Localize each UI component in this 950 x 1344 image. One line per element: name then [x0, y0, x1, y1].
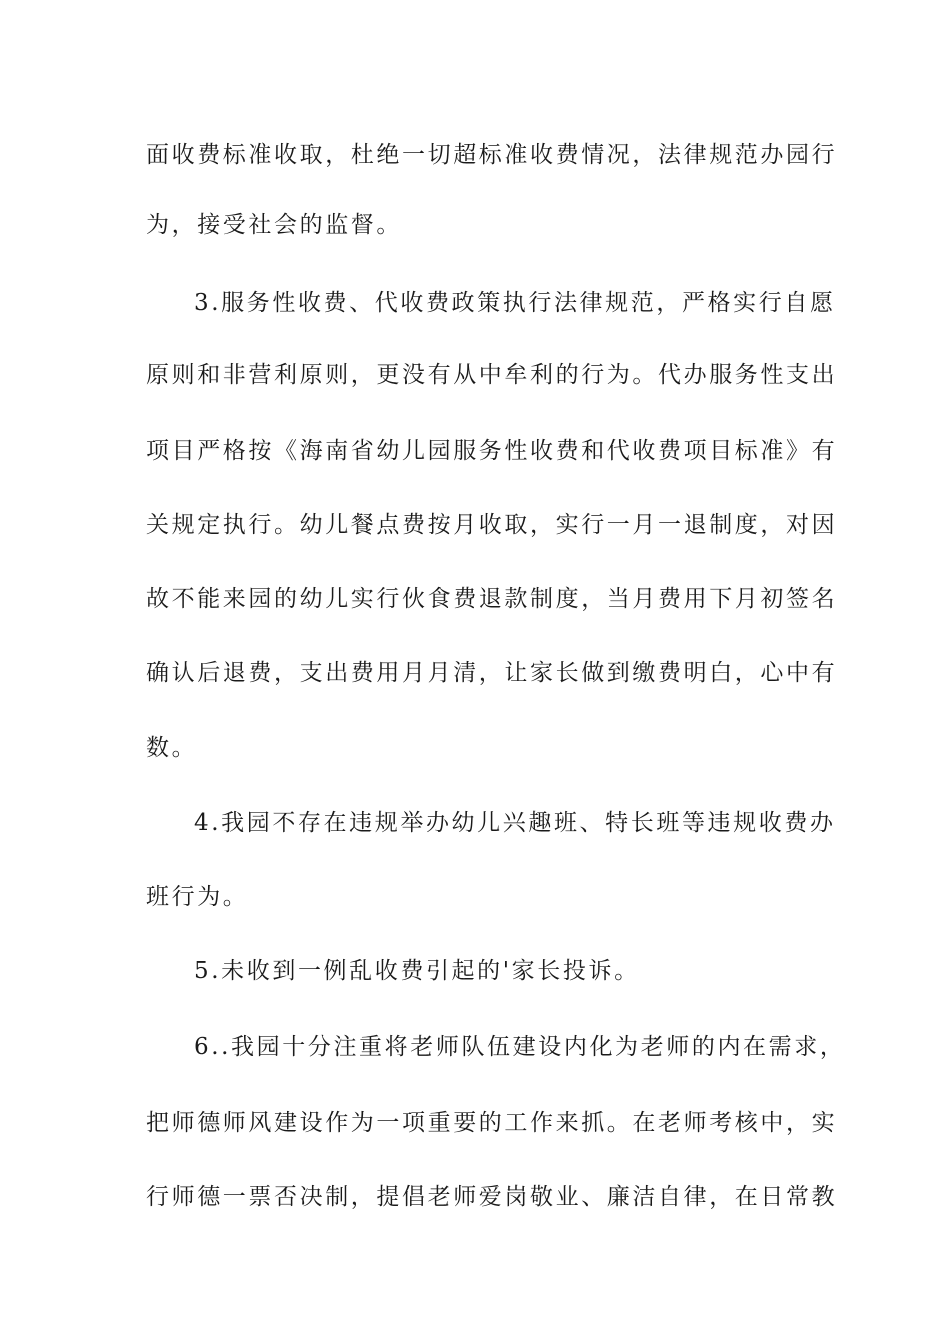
body-text-line: 确认后退费，支出费用月月清，让家长做到缴费明白，心中有	[146, 660, 838, 686]
body-text-line: 原则和非营利原则，更没有从中牟利的行为。代办服务性支出	[146, 362, 838, 388]
body-text-line: 关规定执行。幼儿餐点费按月收取，实行一月一退制度，对因	[146, 512, 838, 538]
paragraph-5-line: 5.未收到一例乱收费引起的'家长投诉。	[194, 958, 640, 984]
body-text-line: 数。	[146, 735, 198, 761]
body-text-line: 把师德师风建设作为一项重要的工作来抓。在老师考核中，实	[146, 1110, 838, 1136]
body-text-line: 行师德一票否决制，提倡老师爱岗敬业、廉洁自律，在日常教	[146, 1184, 838, 1210]
body-text-line: 面收费标准收取，杜绝一切超标准收费情况，法律规范办园行	[146, 142, 838, 168]
body-text-line: 班行为。	[146, 884, 249, 910]
body-text-line: 为，接受社会的监督。	[146, 212, 402, 238]
paragraph-3-first-line: 3.服务性收费、代收费政策执行法律规范，严格实行自愿	[194, 290, 836, 316]
paragraph-4-first-line: 4.我园不存在违规举办幼儿兴趣班、特长班等违规收费办	[194, 810, 836, 836]
body-text-line: 故不能来园的幼儿实行伙食费退款制度，当月费用下月初签名	[146, 586, 838, 612]
body-text-line: 项目严格按《海南省幼儿园服务性收费和代收费项目标准》有	[146, 438, 838, 464]
paragraph-6-first-line: 6..我园十分注重将老师队伍建设内化为老师的内在需求，	[194, 1034, 846, 1060]
